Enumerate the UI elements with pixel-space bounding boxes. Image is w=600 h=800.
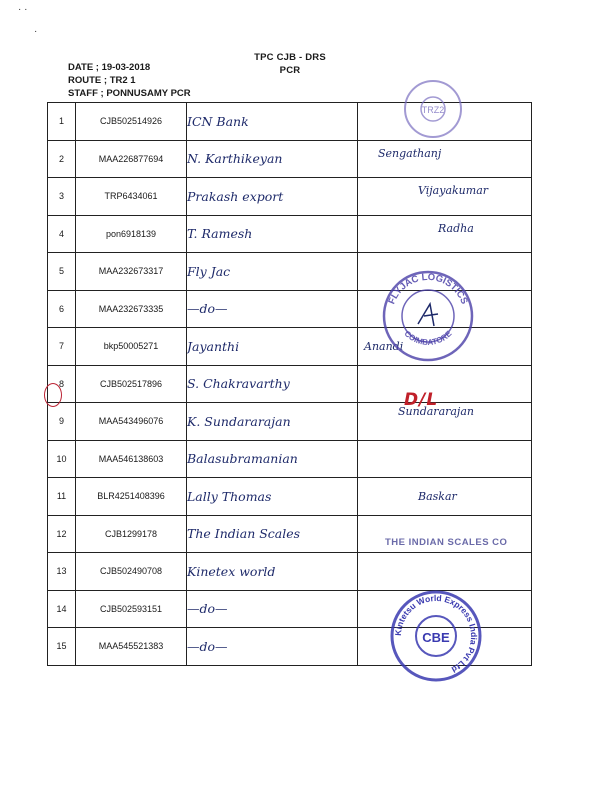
awb-number: MAA232673335	[76, 290, 187, 328]
doc-title: TPC CJB - DRS	[254, 52, 326, 63]
consignee-name: K. Sundararajan	[187, 403, 358, 441]
receiver-signature-cell	[358, 403, 532, 441]
dl-mark: D/L	[404, 390, 439, 410]
red-circle-mark	[44, 383, 62, 407]
table-row	[48, 440, 532, 478]
delivery-run-sheet-table	[47, 102, 532, 666]
table-row	[48, 328, 532, 366]
awb-number: MAA226877694	[76, 140, 187, 178]
row-number: 6	[48, 290, 76, 328]
scan-speck: ·	[34, 26, 38, 37]
receiver-signature-cell	[358, 365, 532, 403]
consignee-name: Balasubramanian	[187, 440, 358, 478]
flyjac-stamp-city: COIMBATORE	[402, 329, 454, 347]
row-number: 4	[48, 215, 76, 253]
consignee-name: Prakash export	[187, 178, 358, 216]
table-row	[48, 628, 532, 666]
flyjac-stamp-text: FLYJAC LOGISTICS	[386, 271, 470, 306]
route-line: ROUTE ; TR2 1	[68, 75, 136, 86]
awb-number: CJB502514926	[76, 103, 187, 141]
consignee-name: T. Ramesh	[187, 215, 358, 253]
staff-line: STAFF ; PONNUSAMY PCR	[68, 88, 191, 99]
receiver-signature-cell	[358, 103, 532, 141]
receiver-signature: Sengathanj	[378, 146, 442, 160]
row-number: 2	[48, 140, 76, 178]
row-number: 1	[48, 103, 76, 141]
table-row	[48, 365, 532, 403]
awb-number: pon6918139	[76, 215, 187, 253]
table-row	[48, 478, 532, 516]
awb-number: MAA545521383	[76, 628, 187, 666]
row-number: 14	[48, 590, 76, 628]
receiver-signature-cell	[358, 178, 532, 216]
table-row	[48, 590, 532, 628]
awb-number: CJB502593151	[76, 590, 187, 628]
top-stamp-center: TRZ2	[421, 105, 445, 115]
awb-number: CJB502517896	[76, 365, 187, 403]
consignee-name: Kinetex world	[187, 553, 358, 591]
table-row	[48, 178, 532, 216]
consignee-name: —do—	[187, 628, 358, 666]
consignee-name: Lally Thomas	[187, 478, 358, 516]
receiver-signature-cell	[358, 440, 532, 478]
consignee-name: N. Karthikeyan	[187, 140, 358, 178]
table-row	[48, 253, 532, 291]
row-number: 3	[48, 178, 76, 216]
row-number: 9	[48, 403, 76, 441]
table-row	[48, 290, 532, 328]
row-number: 7	[48, 328, 76, 366]
row-number: 15	[48, 628, 76, 666]
receiver-signature-cell	[358, 478, 532, 516]
receiver-signature: Vijayakumar	[418, 184, 489, 197]
table-row	[48, 553, 532, 591]
table-row	[48, 140, 532, 178]
receiver-signature: Sundararajan	[398, 405, 474, 418]
row-number: 12	[48, 515, 76, 553]
awb-number: CJB1299178	[76, 515, 187, 553]
table-row	[48, 403, 532, 441]
row-number: 5	[48, 253, 76, 291]
receiver-signature-cell	[358, 553, 532, 591]
row-number: 8	[48, 365, 76, 403]
row-number: 11	[48, 478, 76, 516]
receiver-signature-cell	[358, 628, 532, 666]
awb-number: BLR4251408396	[76, 478, 187, 516]
awb-number: TRP6434061	[76, 178, 187, 216]
receiver-signature-cell	[358, 290, 532, 328]
row-number: 10	[48, 440, 76, 478]
row-number: 13	[48, 553, 76, 591]
consignee-name: —do—	[187, 590, 358, 628]
indian-scales-stamp: THE INDIAN SCALES CO	[385, 537, 508, 548]
awb-number: bkp50005271	[76, 328, 187, 366]
table-row	[48, 215, 532, 253]
consignee-name: Jayanthi	[187, 328, 358, 366]
scan-speck: · ·	[18, 4, 28, 15]
awb-number: MAA546138603	[76, 440, 187, 478]
receiver-signature-cell	[358, 140, 532, 178]
receiver-signature-cell	[358, 253, 532, 291]
consignee-name: The Indian Scales	[187, 515, 358, 553]
table-row	[48, 103, 532, 141]
awb-number: MAA543496076	[76, 403, 187, 441]
consignee-name: ICN Bank	[187, 103, 358, 141]
receiver-signature-cell	[358, 328, 532, 366]
receiver-signature: Anandi	[364, 340, 404, 353]
kintetsu-stamp-center: CBE	[422, 630, 450, 645]
consignee-name: Fly Jac	[187, 253, 358, 291]
kintetsu-stamp-text: Kintetsu World Express India Pvt Ltd	[392, 592, 480, 675]
receiver-signature: Baskar	[418, 490, 457, 503]
receiver-signature-cell	[358, 215, 532, 253]
receiver-signature-cell	[358, 590, 532, 628]
date-line: DATE ; 19-03-2018	[68, 62, 151, 73]
awb-number: CJB502490708	[76, 553, 187, 591]
doc-subtitle: PCR	[279, 65, 301, 76]
receiver-signature: Radha	[438, 221, 474, 235]
consignee-name: S. Chakravarthy	[187, 365, 358, 403]
awb-number: MAA232673317	[76, 253, 187, 291]
consignee-name: —do—	[187, 290, 358, 328]
